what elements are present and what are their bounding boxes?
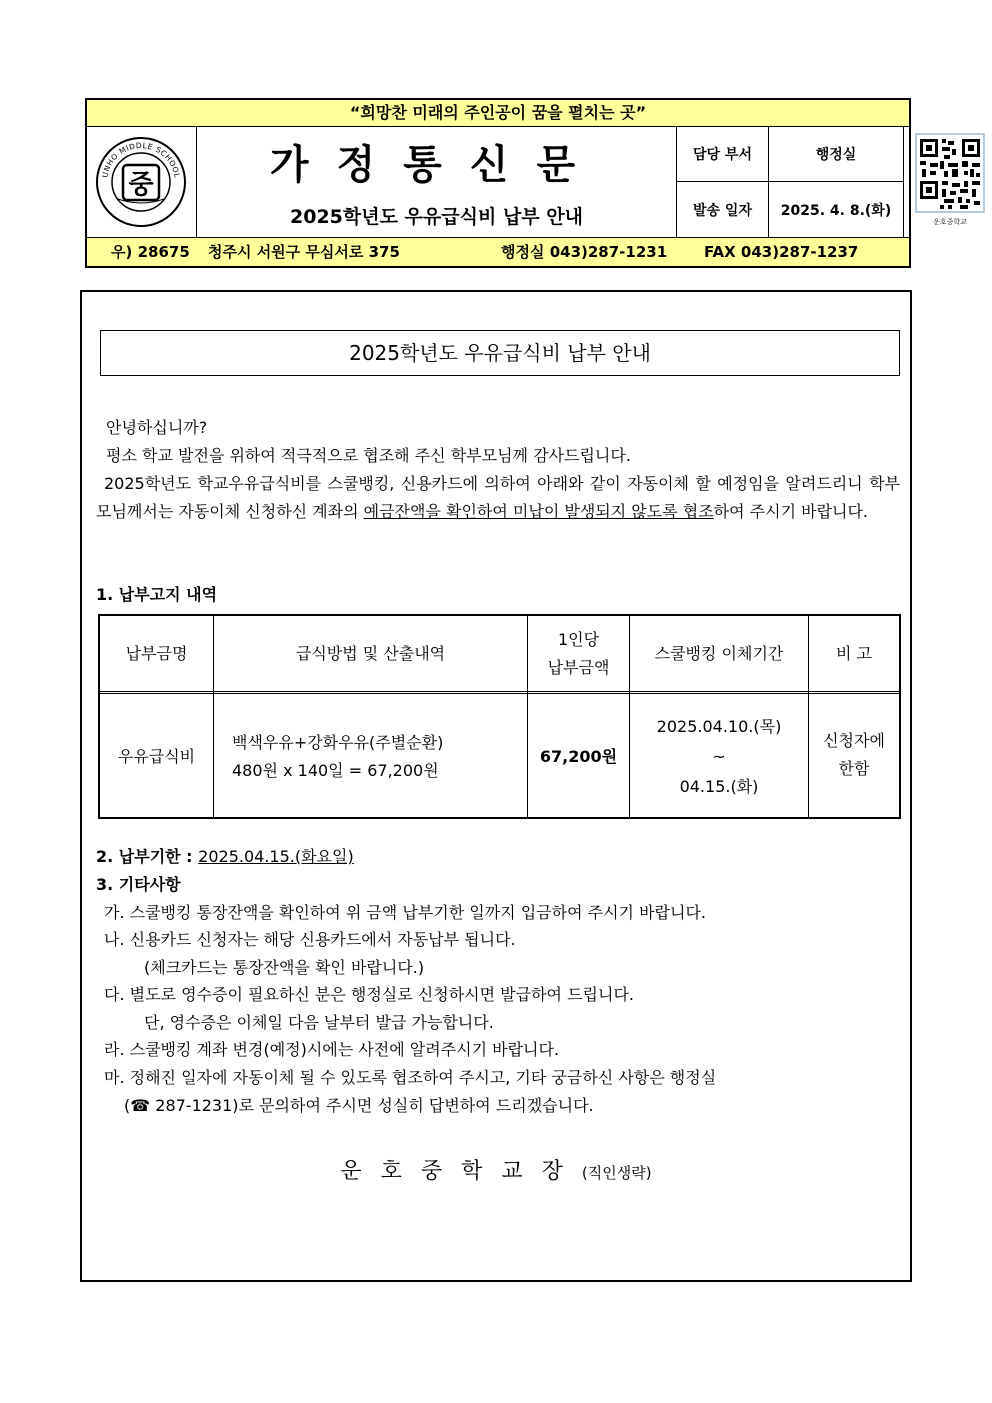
qr-code-icon bbox=[904, 127, 992, 236]
section3-title: 3. 기타사항 bbox=[96, 875, 181, 894]
list-item: 라. 스쿨뱅킹 계좌 변경(예정)시에는 사전에 알려주시기 바랍니다. bbox=[104, 1040, 560, 1059]
cell-name: 우유급식비 bbox=[117, 747, 196, 766]
date-label: 발송 일자 bbox=[693, 202, 752, 219]
payment-table bbox=[98, 614, 901, 819]
address-bar bbox=[87, 238, 909, 268]
seal-omitted-note: (직인생략) bbox=[581, 1164, 652, 1182]
deadline-label: 2. 납부기한 : bbox=[96, 847, 199, 866]
section1-title: 1. 납부고지 내역 bbox=[96, 585, 218, 604]
logo-char: 중 bbox=[128, 170, 154, 200]
principal-signature bbox=[82, 1154, 910, 1185]
letterhead-main-row bbox=[87, 127, 967, 238]
method-line2: 480원 x 140일 = 67,200원 bbox=[232, 761, 439, 780]
intro-paragraph bbox=[96, 470, 900, 525]
col-method bbox=[214, 616, 528, 817]
date-value: 2025. 4. 8.(화) bbox=[780, 202, 892, 219]
note-line1: 신청자에 bbox=[823, 731, 885, 750]
period-line1: 2025.04.10.(목) bbox=[656, 717, 782, 736]
notice-title: 가정통신문 bbox=[269, 141, 604, 188]
dept-value: 행정실 bbox=[769, 127, 903, 182]
thanks-line: 평소 학교 발전을 위하여 적극적으로 협조해 주신 학부모님께 감사드립니다. bbox=[106, 446, 631, 465]
method-line1: 백색우유+강화우유(주별순환) bbox=[232, 733, 444, 752]
zip-code: 우) 28675 bbox=[111, 243, 190, 261]
principal-name: 운호중학교장 bbox=[340, 1159, 582, 1184]
label-cell bbox=[677, 127, 769, 237]
dept-label: 담당 부서 bbox=[677, 127, 768, 182]
intro-text-underlined: 예금잔액을 확인하여 미납이 발생되지 않도록 협조 bbox=[363, 501, 714, 521]
col-name bbox=[100, 616, 214, 817]
cell-method bbox=[214, 697, 527, 817]
col-period bbox=[630, 616, 809, 817]
fax-number: FAX 043)287-1237 bbox=[704, 243, 859, 261]
list-item: 다. 별도로 영수증이 필요하신 분은 행정실로 신청하시면 발급하여 드립니다. bbox=[104, 985, 634, 1004]
intro-text-a: 2025학년도 학교우유급식비를 스쿨뱅킹, 신용카드에 의하여 아래와 같이 자동이체 할 예정임을 알려드리니 학부모님께서는 자동이체 신청하신 계좌의 bbox=[96, 474, 900, 521]
document-title: 2025학년도 우유급식비 납부 안내 bbox=[100, 330, 900, 376]
school-emblem-icon bbox=[87, 127, 195, 236]
deadline-value: 2025.04.15.(화요일) bbox=[198, 847, 354, 866]
period-line3: 04.15.(화) bbox=[679, 777, 759, 796]
header-amount-line2: 납부금액 bbox=[547, 657, 610, 677]
list-item: 단, 영수증은 이체일 다음 날부터 발급 가능합니다. bbox=[144, 1013, 494, 1032]
value-cell bbox=[769, 127, 904, 237]
col-amount bbox=[528, 616, 630, 817]
period-line2: ~ bbox=[712, 747, 726, 766]
list-item: (체크카드는 통장잔액을 확인 바랍니다.) bbox=[144, 958, 425, 977]
header-amount bbox=[528, 616, 629, 694]
notice-body bbox=[80, 290, 912, 1282]
notice-subtitle: 2025학년도 우유급식비 납부 안내 bbox=[290, 206, 583, 228]
note-line2: 한함 bbox=[838, 759, 870, 778]
street-address: 청주시 서원구 무심서로 375 bbox=[208, 243, 400, 261]
qr-caption: 운호중학교 bbox=[933, 218, 967, 226]
header-name: 납부금명 bbox=[100, 616, 213, 694]
col-note bbox=[809, 616, 899, 817]
cell-note bbox=[809, 697, 899, 817]
list-item: 마. 정해진 일자에 자동이체 될 수 있도록 협조하여 주시고, 기타 궁금하신 사항은 행정실 bbox=[104, 1068, 717, 1087]
header-note: 비 고 bbox=[809, 616, 899, 694]
cell-amount: 67,200원 bbox=[539, 747, 618, 766]
header-period: 스쿨뱅킹 이체기간 bbox=[630, 616, 808, 694]
logo-ring-text: UNHO MIDDLE SCHOOL bbox=[100, 140, 182, 179]
cell-period bbox=[630, 697, 808, 817]
greeting: 안녕하십니까? bbox=[106, 418, 208, 437]
header-method: 급식방법 및 산출내역 bbox=[214, 616, 527, 694]
letterhead bbox=[85, 98, 967, 268]
office-phone: 행정실 043)287-1231 bbox=[501, 243, 668, 261]
list-item: (☎ 287-1231)로 문의하여 주시면 성실히 답변하여 드리겠습니다. bbox=[124, 1096, 594, 1115]
title-cell bbox=[197, 127, 677, 237]
intro-text-b: 하여 주시기 바랍니다. bbox=[713, 501, 869, 521]
list-item: 나. 신용카드 신청자는 해당 신용카드에서 자동납부 됩니다. bbox=[104, 930, 516, 949]
school-logo bbox=[87, 127, 197, 237]
header-amount-line1: 1인당 bbox=[557, 629, 600, 649]
list-item: 가. 스쿨뱅킹 통장잔액을 확인하여 위 금액 납부기한 일까지 입금하여 주시기 바랍니다. bbox=[104, 903, 706, 922]
school-motto: “희망찬 미래의 주인공이 꿈을 펼치는 곳” bbox=[87, 100, 909, 127]
section2-deadline bbox=[96, 843, 354, 871]
qr-code[interactable] bbox=[904, 127, 967, 237]
